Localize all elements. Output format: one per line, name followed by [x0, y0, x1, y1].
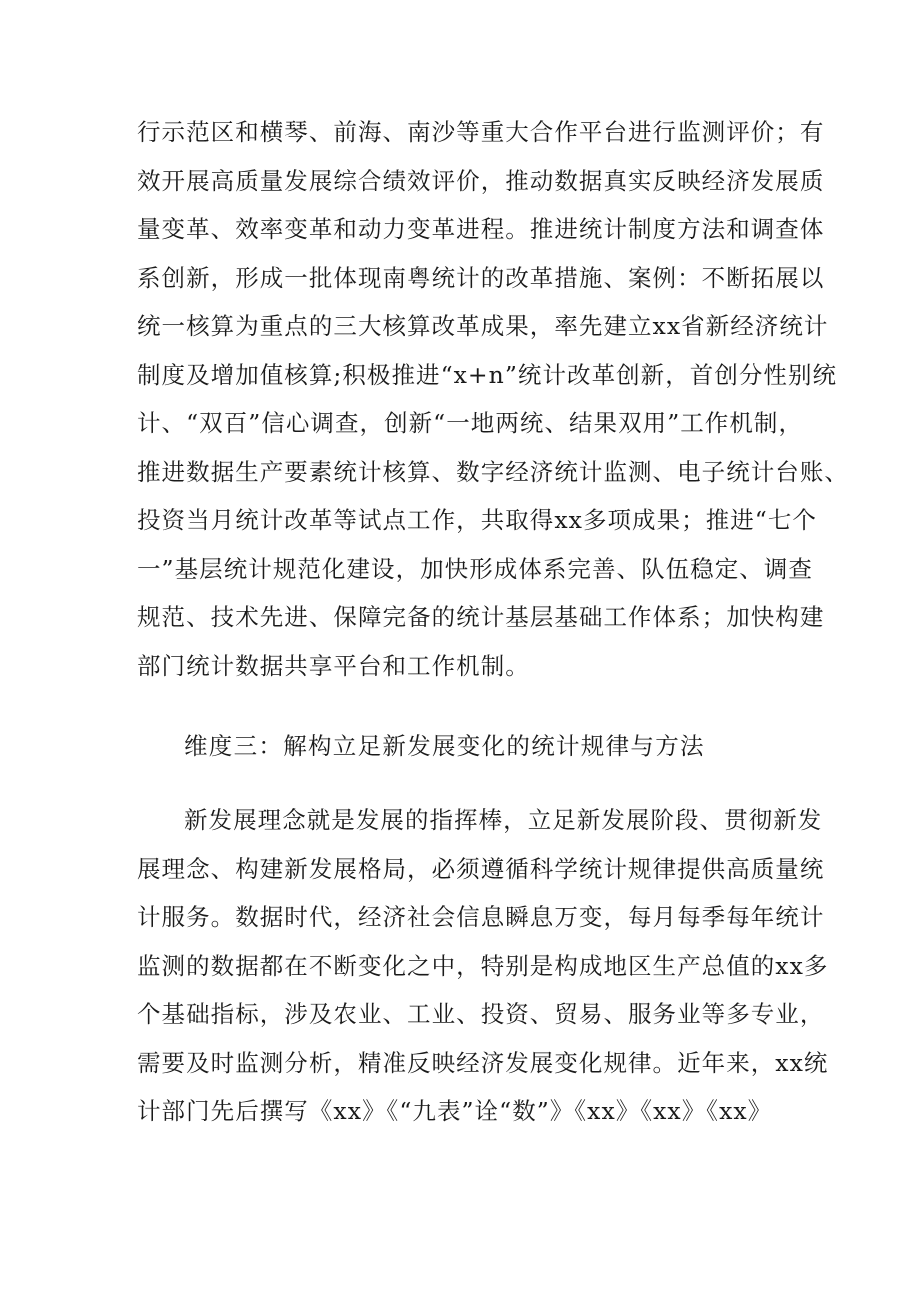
- text-line: 量变革、效率变革和动力变革进程。推进统计制度方法和调查体: [137, 215, 825, 243]
- text-line: 展理念、构建新发展格局，必须遵循科学统计规律提供高质量统: [137, 854, 825, 883]
- section-heading-text: 维度三：解构立足新发展变化的统计规律与方法: [184, 732, 705, 760]
- text-line: 新发展理念就是发展的指挥棒，立足新发展阶段、贯彻新发: [184, 806, 823, 834]
- text-line: 统一核算为重点的三大核算改革成果，率先建立xx省新经济统计: [137, 312, 829, 340]
- text-line: 一”基层统计规范化建设，加快形成体系完善、队伍稳定、调查: [137, 554, 813, 583]
- text-line: 系创新，形成一批体现南粤统计的改革措施、案例：不断拓展以: [137, 263, 825, 292]
- text-line: 部门统计数据共享平台和工作机制。: [137, 651, 530, 680]
- text-line: 规范、技术先进、保障完备的统计基层基础工作体系；加快构建: [137, 603, 825, 631]
- section-heading: [137, 722, 797, 771]
- text-line: 推进数据生产要素统计核算、数字经济统计监测、电子统计台账、: [137, 457, 849, 486]
- text-line: 计部门先后撰写《xx》《“九表”诠“数”》《xx》《xx》《xx》: [137, 1097, 773, 1125]
- body-paragraph-2: [137, 796, 829, 1136]
- text-line: 个基础指标，涉及农业、工业、投资、贸易、服务业等多专业，: [137, 1000, 825, 1028]
- text-line: 计、“双百”信心调查，创新“一地两统、结果双用”工作机制，: [137, 409, 804, 437]
- body-paragraph-1: [137, 108, 849, 690]
- text-line: 效开展高质量发展综合绩效评价，推动数据真实反映经济发展质: [137, 166, 825, 195]
- text-line: 计服务。数据时代，经济社会信息瞬息万变，每月每季每年统计: [137, 903, 825, 931]
- text-line: 需要及时监测分析，精准反映经济发展变化规律。近年来，xx统: [137, 1048, 829, 1077]
- text-line: 行示范区和横琴、前海、南沙等重大合作平台进行监测评价；有: [137, 118, 825, 146]
- text-line: 监测的数据都在不断变化之中，特别是构成地区生产总值的xx多: [137, 951, 829, 980]
- text-line: 投资当月统计改革等试点工作，共取得xx多项成果；推进“七个: [137, 506, 817, 534]
- text-line: 制度及增加值核算;积极推进“x+n”统计改革创新，首创分性别统: [137, 360, 838, 389]
